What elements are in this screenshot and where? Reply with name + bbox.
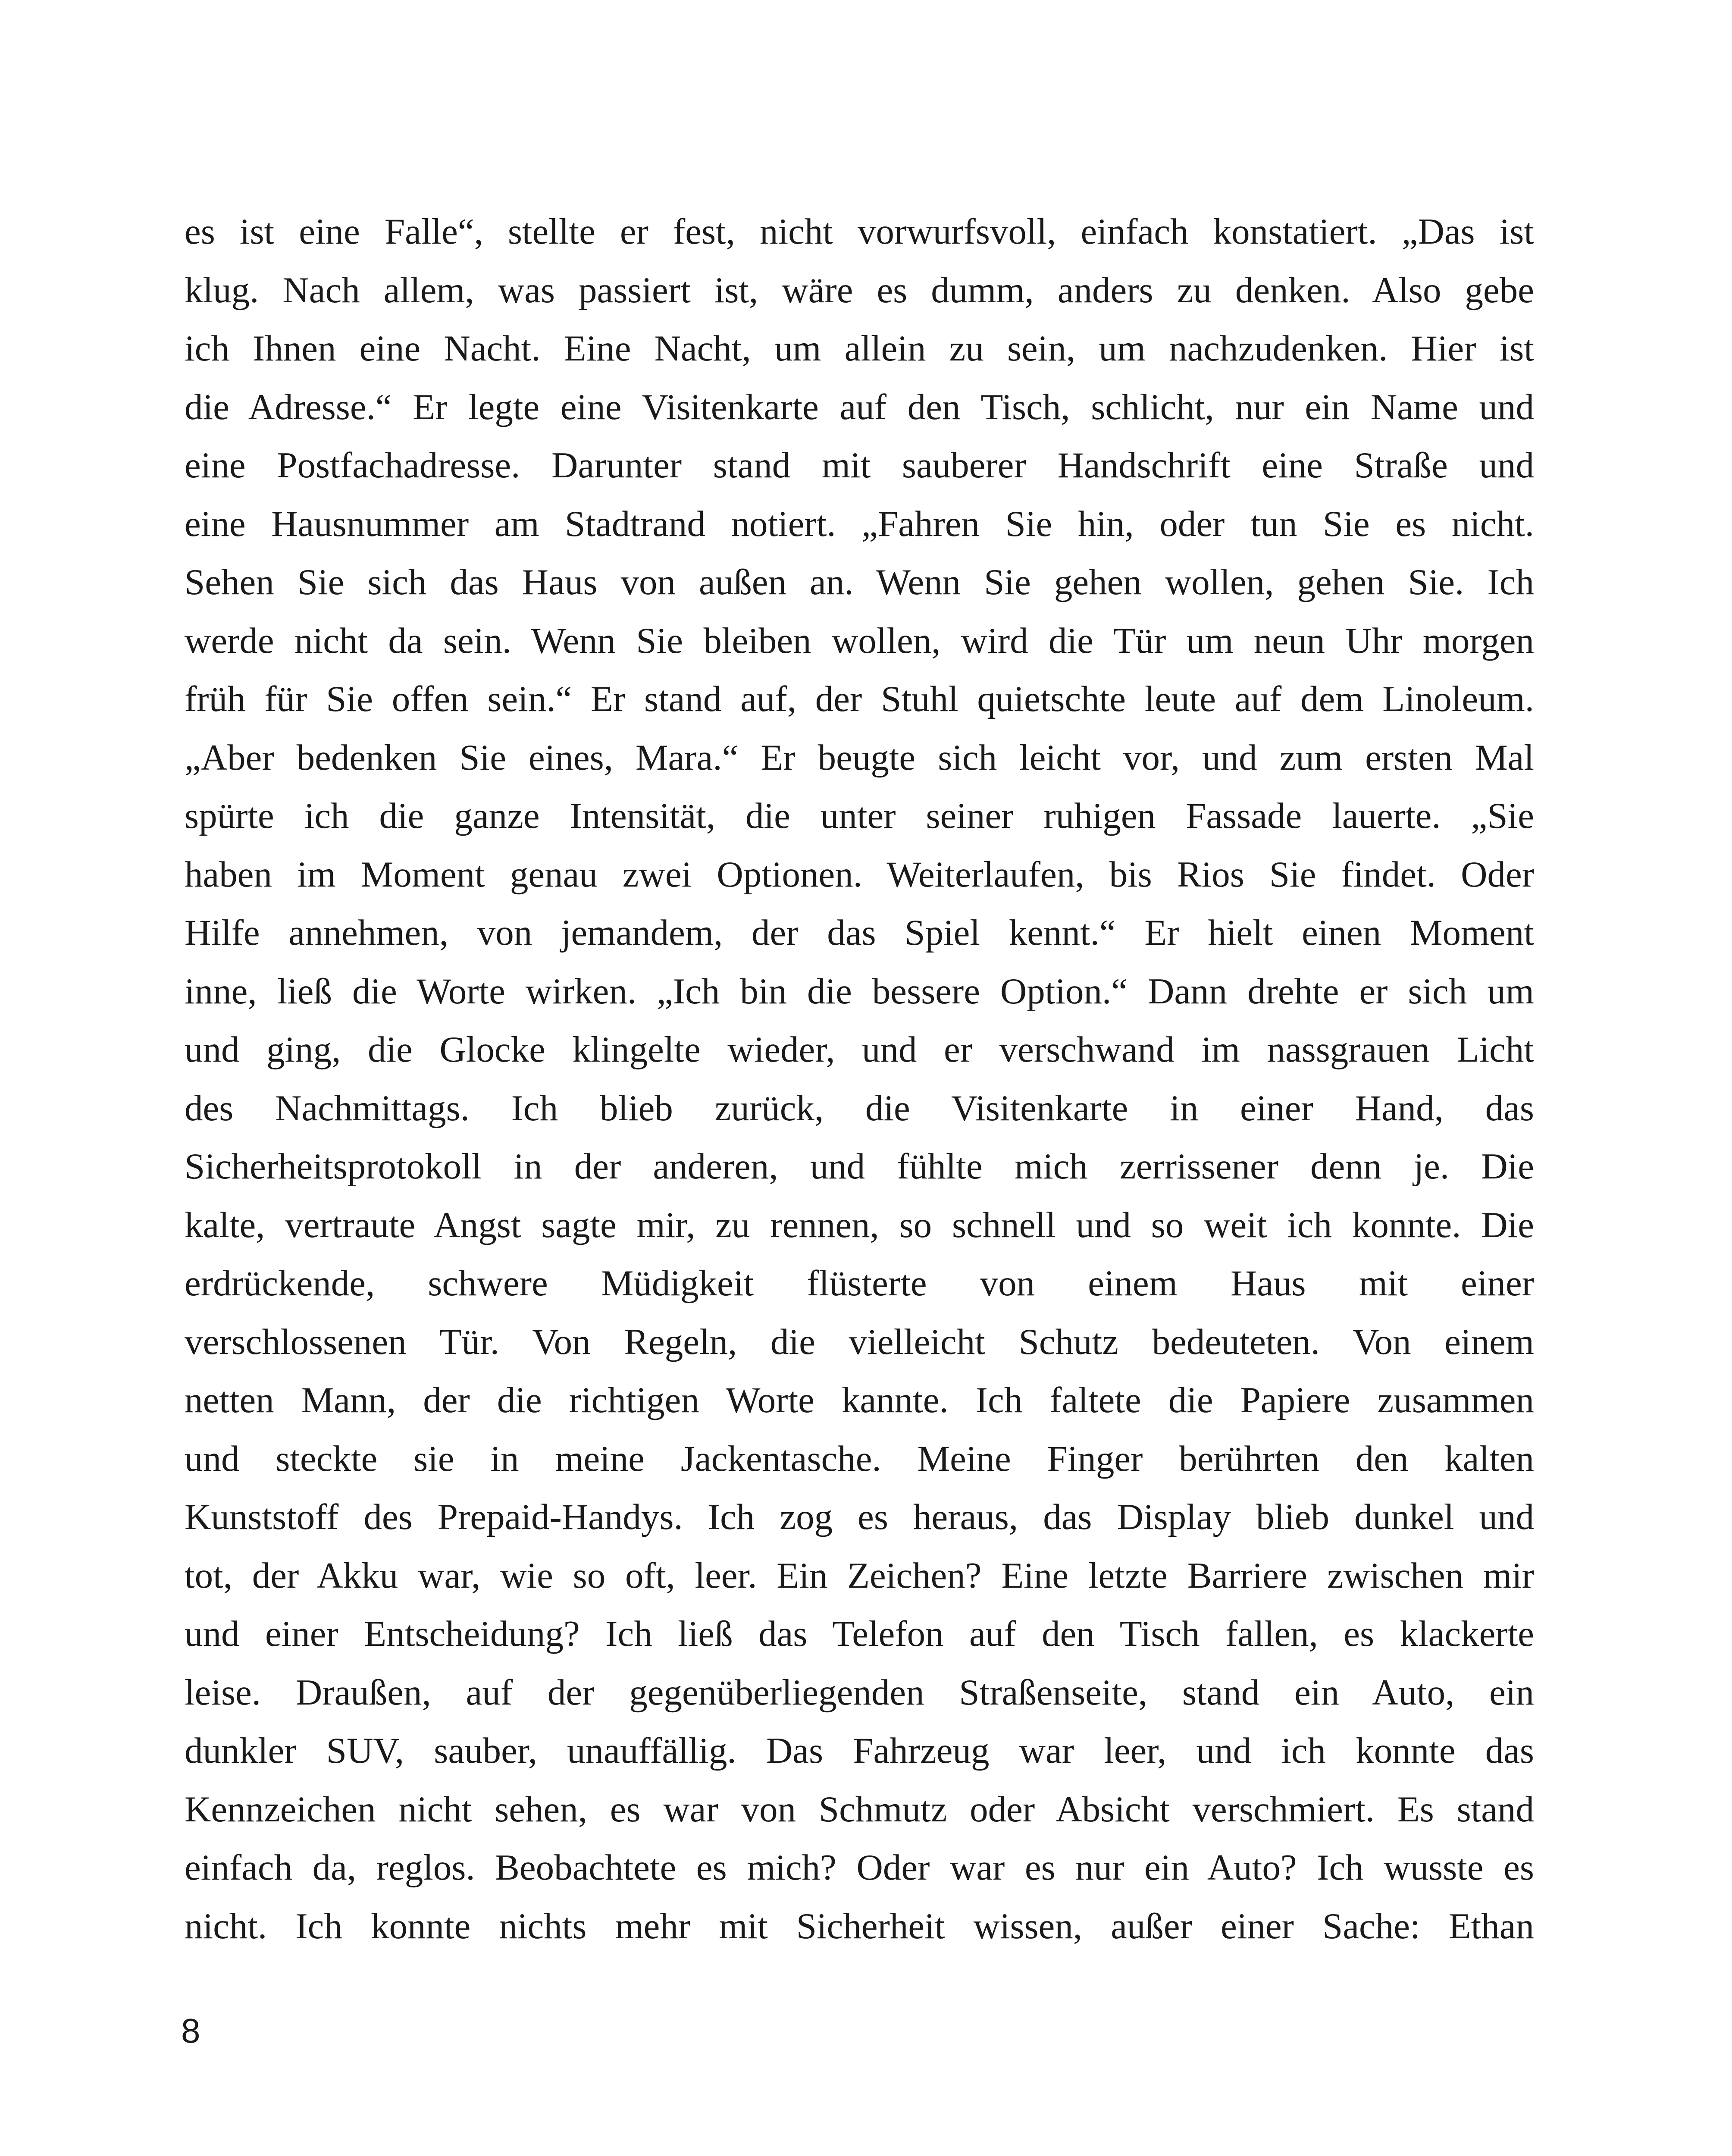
- text-line: dunkler SUV, sauber, unauffällig. Das Fahrzeug war leer, und ich konnte das: [185, 1730, 1534, 1771]
- text-line: erdrückende, schwere Müdigkeit flüsterte von einem Haus mit einer: [185, 1263, 1534, 1304]
- body-text: [185, 203, 1534, 1955]
- text-line: Sicherheitsprotokoll in der anderen, und fühlte mich zerrissener denn je. Die: [185, 1146, 1534, 1187]
- text-line: früh für Sie offen sein.“ Er stand auf, der Stuhl quietschte leute auf dem Linoleum.: [185, 679, 1534, 719]
- text-line: Kunststoff des Prepaid-Handys. Ich zog es heraus, das Display blieb dunkel und: [185, 1497, 1534, 1537]
- text-line: und einer Entscheidung? Ich ließ das Telefon auf den Tisch fallen, es klackerte: [185, 1614, 1534, 1654]
- text-line: kalte, vertraute Angst sagte mir, zu rennen, so schnell und so weit ich konnte. Die: [185, 1204, 1534, 1245]
- text-line: eine Postfachadresse. Darunter stand mit sauberer Handschrift eine Straße und: [185, 445, 1534, 486]
- text-line: spürte ich die ganze Intensität, die unter seiner ruhigen Fassade lauerte. „Sie: [185, 796, 1534, 836]
- text-line: eine Hausnummer am Stadtrand notiert. „Fahren Sie hin, oder tun Sie es nicht.: [185, 503, 1534, 544]
- text-line: des Nachmittags. Ich blieb zurück, die Visitenkarte in einer Hand, das: [185, 1087, 1534, 1128]
- text-line: Sehen Sie sich das Haus von außen an. Wenn Sie gehen wollen, gehen Sie. Ich: [185, 562, 1534, 602]
- text-line: es ist eine Falle“, stellte er fest, nicht vorwurfsvoll, einfach konstatiert. „Das ist: [185, 211, 1534, 252]
- text-line: haben im Moment genau zwei Optionen. Weiterlaufen, bis Rios Sie findet. Oder: [185, 854, 1534, 895]
- page-number: 8: [181, 2012, 200, 2050]
- text-line: „Aber bedenken Sie eines, Mara.“ Er beugte sich leicht vor, und zum ersten Mal: [185, 737, 1534, 778]
- text-line: Hilfe annehmen, von jemandem, der das Spiel kennt.“ Er hielt einen Moment: [185, 912, 1534, 953]
- text-line: netten Mann, der die richtigen Worte kannte. Ich faltete die Papiere zusammen: [185, 1380, 1534, 1420]
- text-line: und steckte sie in meine Jackentasche. Meine Finger berührten den kalten: [185, 1438, 1534, 1479]
- text-line: einfach da, reglos. Beobachtete es mich? Oder war es nur ein Auto? Ich wusste es: [185, 1847, 1534, 1888]
- text-line: verschlossenen Tür. Von Regeln, die vielleicht Schutz bedeuteten. Von einem: [185, 1321, 1534, 1362]
- text-line: werde nicht da sein. Wenn Sie bleiben wollen, wird die Tür um neun Uhr morgen: [185, 620, 1534, 661]
- text-line: ich Ihnen eine Nacht. Eine Nacht, um allein zu sein, um nachzudenken. Hier ist: [185, 328, 1534, 369]
- text-line: inne, ließ die Worte wirken. „Ich bin die bessere Option.“ Dann drehte er sich um: [185, 971, 1534, 1012]
- text-line: nicht. Ich konnte nichts mehr mit Sicherheit wissen, außer einer Sache: Ethan: [185, 1905, 1534, 1946]
- text-line: die Adresse.“ Er legte eine Visitenkarte auf den Tisch, schlicht, nur ein Name und: [185, 386, 1534, 427]
- text-line: klug. Nach allem, was passiert ist, wäre es dumm, anders zu denken. Also gebe: [185, 270, 1534, 310]
- text-line: und ging, die Glocke klingelte wieder, und er verschwand im nassgrauen Licht: [185, 1029, 1534, 1070]
- text-line: tot, der Akku war, wie so oft, leer. Ein Zeichen? Eine letzte Barriere zwischen mir: [185, 1555, 1534, 1596]
- text-line: Kennzeichen nicht sehen, es war von Schmutz oder Absicht verschmiert. Es stand: [185, 1789, 1534, 1830]
- text-line: leise. Draußen, auf der gegenüberliegenden Straßenseite, stand ein Auto, ein: [185, 1672, 1534, 1713]
